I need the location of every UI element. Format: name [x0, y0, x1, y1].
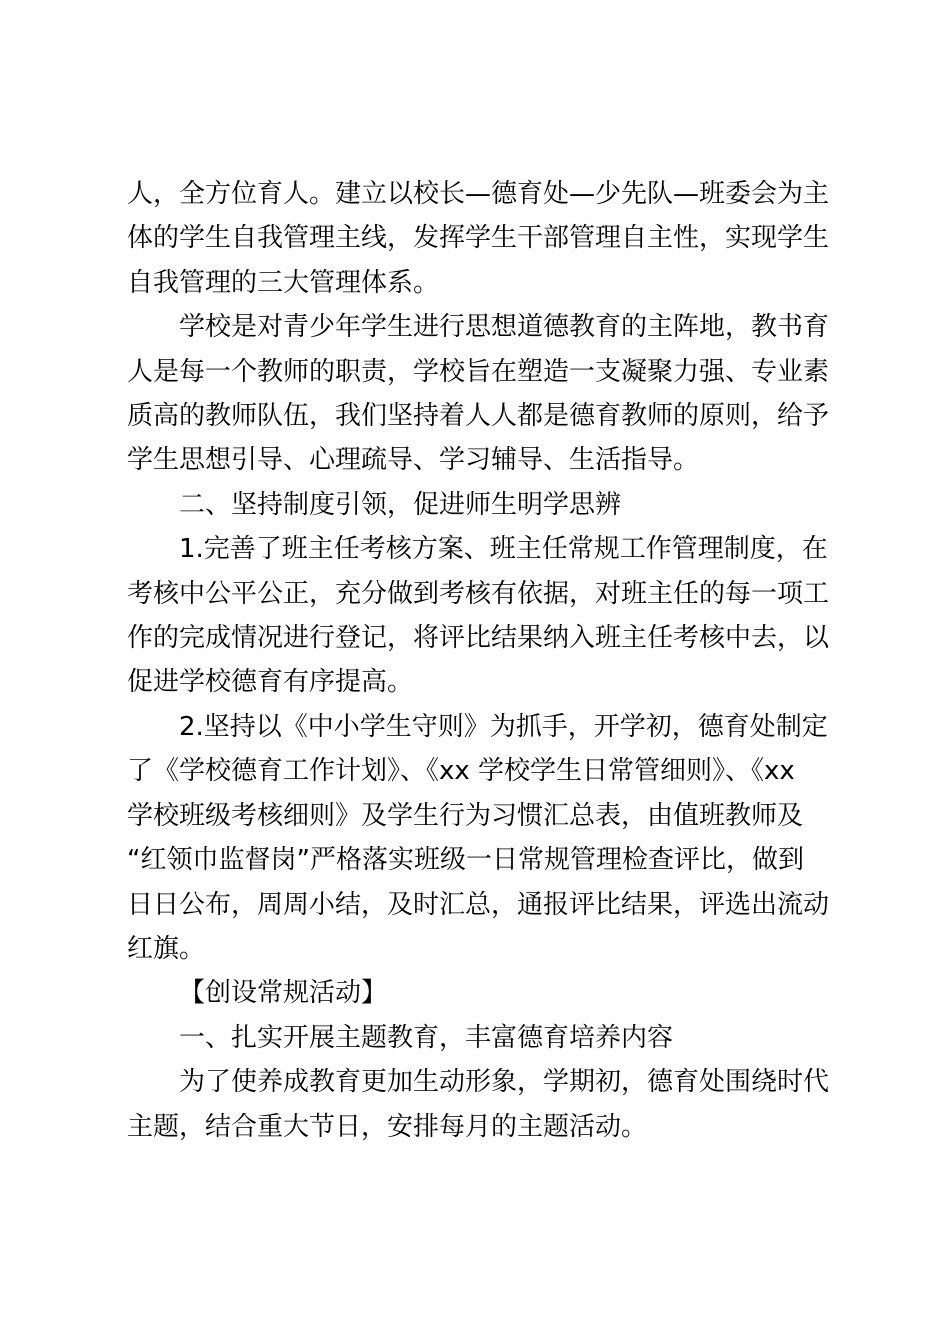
- text-line: 主题，结合重大节日，安排每月的主题活动。: [127, 1111, 648, 1142]
- text-line: 学校班级考核细则》及学生行为习惯汇总表，由值班教师及: [127, 800, 804, 831]
- paragraph-start-line: 学校是对青少年学生进行思想道德教育的主阵地，教书育: [179, 312, 830, 343]
- text-line: 促进学校德育有序提高。: [127, 667, 414, 698]
- text-line: 红旗。: [127, 933, 206, 964]
- section-heading: 二、坚持制度引领，促进师生明学思辨: [179, 489, 622, 520]
- text-line: 质高的教师队伍，我们坚持着人人都是德育教师的原则，给予: [127, 401, 830, 432]
- paragraph-start-line: 2.坚持以《中小学生守则》为抓手，开学初，德育处制定: [179, 711, 828, 742]
- text-line: 了《学校德育工作计划》、《xx 学校学生日常管细则》、《xx: [127, 756, 795, 787]
- text-line: 人是每一个教师的职责，学校旨在塑造一支凝聚力强、专业素: [127, 356, 830, 387]
- text-line: 日日公布，周周小结，及时汇总，通报评比结果，评选出流动: [127, 889, 830, 920]
- text-line: 人，全方位育人。建立以校长—德育处—少先队—班委会为主: [127, 179, 830, 209]
- text-line: 自我管理的三大管理体系。: [127, 267, 440, 298]
- text-line: 体的学生自我管理主线，发挥学生干部管理自主性，实现学生: [127, 223, 830, 254]
- text-line: 考核中公平公正，充分做到考核有依据，对班主任的每一项工: [127, 578, 830, 609]
- document-body: [127, 172, 833, 1149]
- section-heading: 【创设常规活动】: [179, 978, 388, 1009]
- text-line: “红领巾监督岗”严格落实班级一日常规管理检查评比，做到: [127, 845, 804, 876]
- text-line: 作的完成情况进行登记，将评比结果纳入班主任考核中去，以: [127, 623, 830, 654]
- section-heading: 一、扎实开展主题教育，丰富德育培养内容: [179, 1022, 674, 1053]
- paragraph-start-line: 为了使养成教育更加生动形象，学期初，德育处围绕时代: [179, 1067, 830, 1098]
- paragraph-start-line: 1.完善了班主任考核方案、班主任常规工作管理制度，在: [179, 534, 828, 565]
- text-line: 学生思想引导、心理疏导、学习辅导、生活指导。: [127, 445, 700, 476]
